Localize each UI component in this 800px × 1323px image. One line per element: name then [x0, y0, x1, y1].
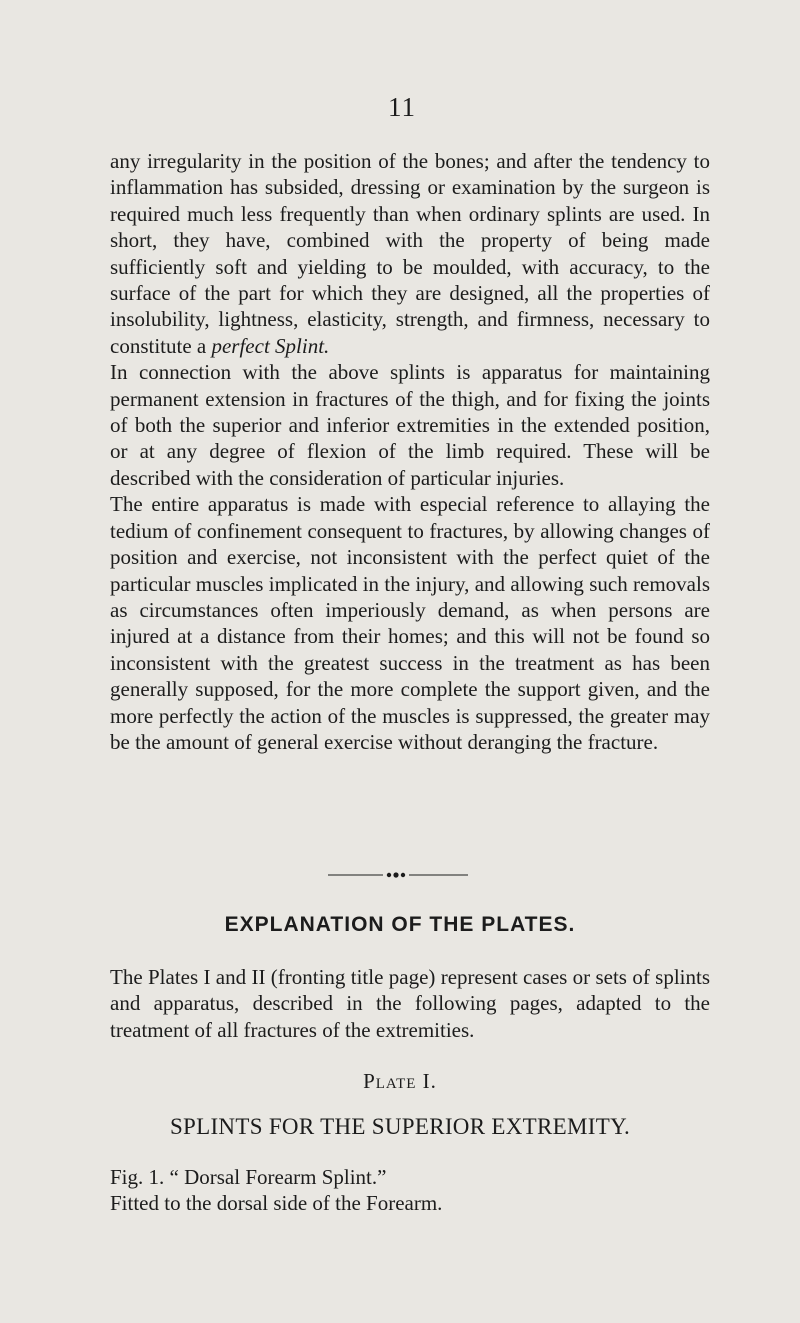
- figure-caption-title: Fig. 1. “ Dorsal Forearm Splint.”: [110, 1165, 387, 1189]
- explanation-intro: The Plates I and II (fronting title page) represent cases or sets of splints and apparatus, described in the following pages, adapted to the treatment of all fractures of the extremities.: [110, 965, 710, 1042]
- body-text: [110, 148, 710, 755]
- perfect-splint-emphasis: perfect Splint.: [211, 333, 330, 358]
- paragraph-splint-properties-text: any irregularity in the position of the bones; and after the tendency to inflammation has subsided, dressing or examination by the surgeon is required much less frequently than when ordinary splints are used. In short, they have, combined with the property of being made sufficiently soft and yielding to be moulded, with accuracy, to the surface of the part for which they are designed, all the properties of insolubility, lightness, elasticity, strength, and firmness, necessary to constitute a: [110, 149, 710, 358]
- plate-label: Plate I.: [363, 1069, 437, 1093]
- figure-caption: [110, 1164, 710, 1217]
- paragraph-splint-properties: [110, 148, 710, 359]
- plate-title: SPLINTS FOR THE SUPERIOR EXTREMITY.: [169, 1114, 631, 1139]
- page-number: 11: [388, 92, 416, 122]
- ornamental-divider: [328, 870, 468, 880]
- explanation-heading: EXPLANATION OF THE PLATES.: [224, 913, 576, 936]
- paragraph-confinement: The entire apparatus is made with especial reference to allaying the tedium of confinement consequent to fractures, by allowing changes of position and exercise, not inconsistent with the perfect quiet of the particular muscles implicated in the injury, and allowing such removals as circumstances often imperiously demand, as when persons are injured at a distance from their homes; and this will not be found so inconsistent with the greatest success in the treatment as has been generally supposed, for the more complete the support given, and the more perfectly the action of the muscles is suppressed, the greater may be the amount of general exercise without deranging the fracture.: [110, 492, 710, 754]
- figure-caption-description: Fitted to the dorsal side of the Forearm.: [110, 1191, 443, 1216]
- paragraph-extension-apparatus: In connection with the above splints is apparatus for maintaining permanent extension in fractures of the thigh, and for fixing the joints of both the superior and inferior extremities in the extended position, or at any degree of flexion of the limb required. These will be described with the consideration of particular injuries.: [110, 360, 710, 490]
